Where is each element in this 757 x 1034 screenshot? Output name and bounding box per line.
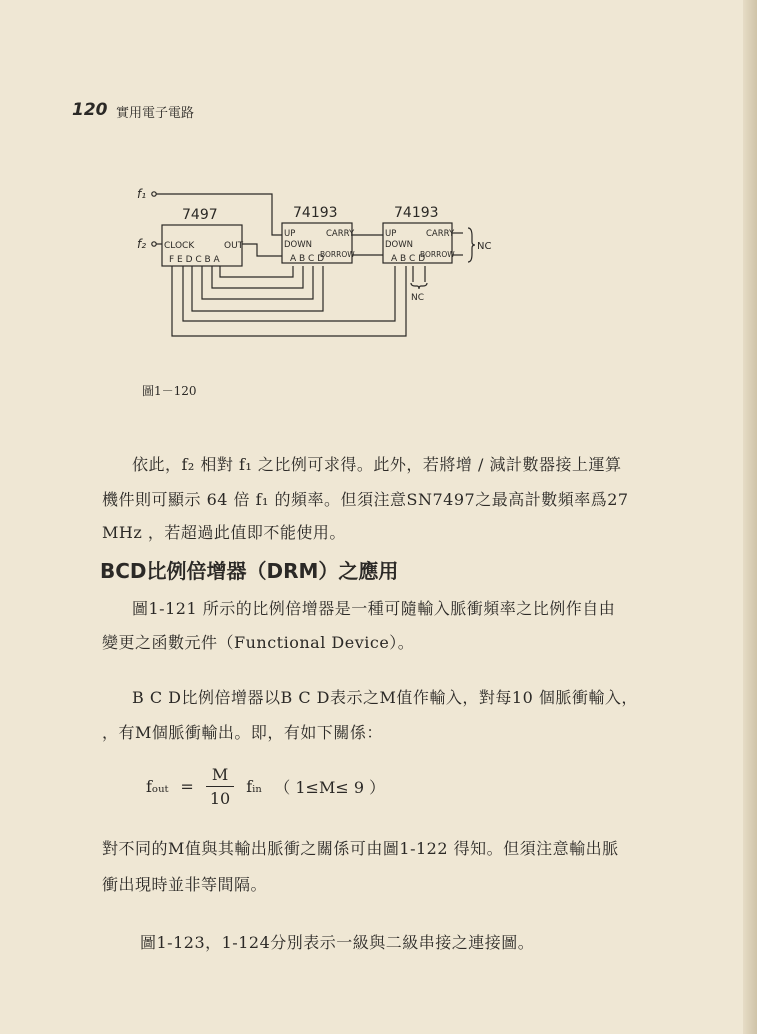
- chip1-out: OUT: [224, 241, 244, 251]
- input-f1-label: f₁: [137, 187, 147, 201]
- nc-outputs-label: NC: [477, 241, 492, 252]
- paragraph4-line2: 衝出現時並非等間隔。: [102, 875, 268, 894]
- paragraph2-line2: 變更之函數元件（Functional Device）。: [102, 633, 415, 652]
- chip2-name: 74193: [293, 205, 338, 221]
- formula-denominator: 10: [209, 789, 231, 808]
- chip1-clock: CLOCK: [164, 241, 195, 251]
- page-number: 120: [72, 100, 108, 120]
- chip1-pins: F E D C B A: [169, 255, 220, 265]
- formula: [146, 765, 385, 808]
- chip2-down: DOWN: [284, 240, 312, 250]
- chip3-down: DOWN: [385, 240, 413, 250]
- chip3-up: UP: [385, 229, 397, 239]
- paragraph3-line2: ，有M個脈衝輸出。即，有如下關係：: [102, 723, 383, 742]
- book-title: 實用電子電路: [116, 106, 195, 121]
- paragraph5-line1: 圖1-123，1-124分別表示一級與二級串接之連接圖。: [140, 933, 535, 952]
- chip2-carry: CARRY: [326, 229, 355, 239]
- formula-rhs: fᵢₙ: [246, 777, 263, 796]
- chip3-carry: CARRY: [426, 229, 455, 239]
- formula-fraction: [206, 765, 234, 808]
- paragraph3-line1: B C D比例倍增器以B C D表示之M值作輸入，對每10 個脈衝輸入，: [132, 688, 638, 707]
- chip2-pins: A B C D: [290, 254, 325, 264]
- paragraph1-line3: MHz ，若超過此值即不能使用。: [102, 523, 346, 542]
- chip3-pins: A B C D: [391, 254, 426, 264]
- paragraph4-line1: 對不同的M值與其輸出脈衝之關係可由圖1-122 得知。但須注意輸出脈: [102, 839, 619, 858]
- section-heading: BCD比例倍增器（DRM）之應用: [100, 559, 399, 583]
- paragraph1-line1: 依此，f₂ 相對 f₁ 之比例可求得。此外，若將增 / 減計數器接上運算: [132, 455, 622, 474]
- paragraph1-line2: 機件則可顯示 64 倍 f₁ 的頻率。但須注意SN7497之最高計數頻率爲27: [102, 490, 629, 509]
- figure-caption: 圖1－120: [142, 384, 197, 398]
- formula-lhs: fₒᵤₜ: [146, 777, 169, 796]
- chip2-up: UP: [284, 229, 296, 239]
- chip2-borrow: BORROW: [320, 250, 355, 259]
- nc-pins-label: NC: [411, 293, 425, 303]
- formula-eq: =: [180, 777, 194, 796]
- chip1-name: 7497: [182, 207, 218, 223]
- chip3-name: 74193: [394, 205, 439, 221]
- input-f2-label: f₂: [137, 237, 147, 251]
- paragraph2-line1: 圖1-121 所示的比例倍增器是一種可隨輸入脈衝頻率之比例作自由: [132, 599, 616, 618]
- formula-numerator: M: [206, 765, 234, 787]
- circuit-diagram: [0, 0, 757, 380]
- formula-condition: （ 1≤M≤ 9 ）: [274, 778, 386, 797]
- chip3-borrow: BORROW: [420, 250, 455, 259]
